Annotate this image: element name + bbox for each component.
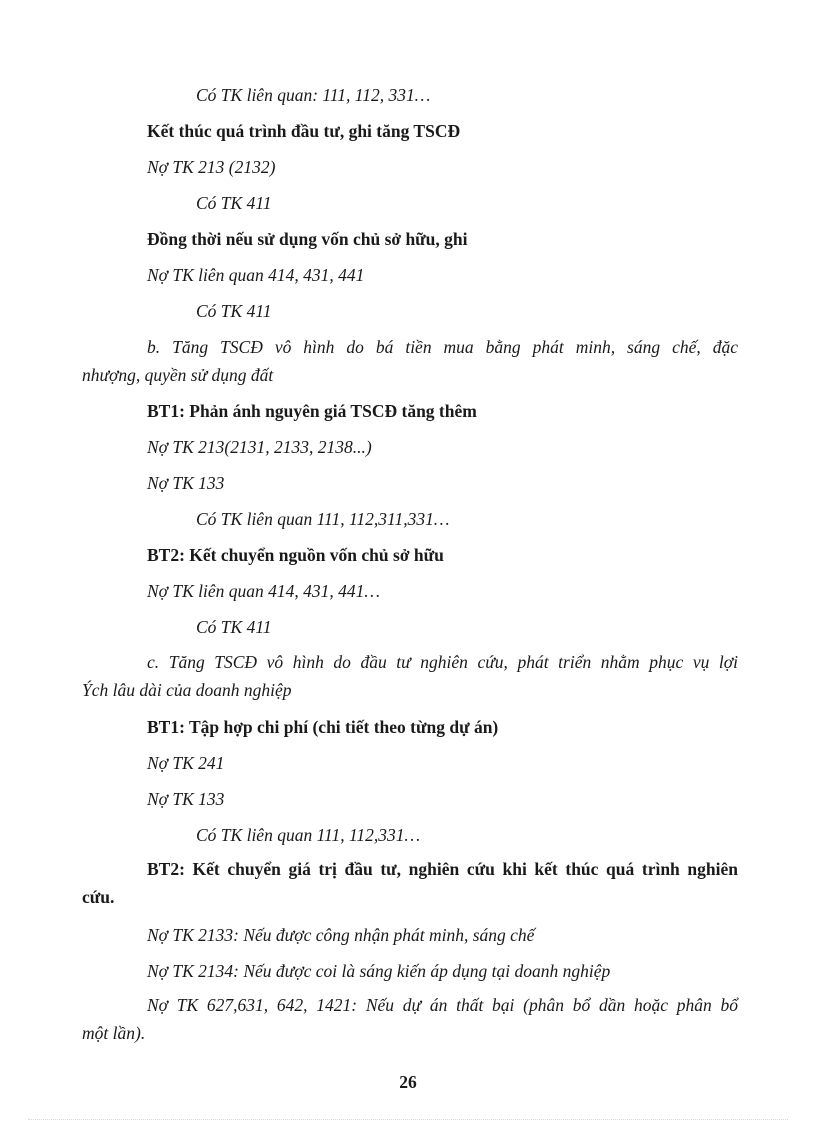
text-line: Kết thúc quá trình đầu tư, ghi tăng TSCĐ [147,121,461,141]
text-line: BT2: Kết chuyển nguồn vốn chủ sở hữu [147,545,444,565]
text-line: Có TK liên quan 111, 112,331… [196,825,421,845]
text-line: Có TK 411 [196,193,272,213]
text-line: BT1: Phản ánh nguyên giá TSCĐ tăng thêm [147,401,477,421]
text-line: Ých lâu dài của doanh nghiệp [82,680,292,700]
paragraph-b [82,333,738,389]
footer-divider [28,1119,788,1120]
text-line: Nợ TK 2133: Nếu được công nhận phát minh, sáng chế [147,925,535,945]
text-line: Có TK 411 [196,617,272,637]
text-line: Nợ TK 241 [147,753,225,773]
text-line: c. Tăng TSCĐ vô hình do đầu tư nghiên cứu, phát triển nhằm phục vụ lợi [147,652,738,672]
text-line: Nợ TK 133 [147,473,225,493]
text-line: cứu. [82,887,115,907]
text-line: Nợ TK 627,631, 642, 1421: Nếu dự án thất bại (phân bổ dần hoặc phân bổ [147,995,738,1015]
text-line: BT2: Kết chuyển giá trị đầu tư, nghiên cứu khi kết thúc quá trình nghiên [147,859,738,879]
text-line: Có TK liên quan: 111, 112, 331… [196,85,431,105]
text-line: Nợ TK liên quan 414, 431, 441 [147,265,365,285]
paragraph-bt2 [82,855,738,911]
text-line: Nợ TK liên quan 414, 431, 441… [147,581,380,601]
text-line: b. Tăng TSCĐ vô hình do bá tiền mua bằng phát minh, sáng chế, đặc [147,337,738,357]
paragraph-c [82,648,738,704]
text-line: nhượng, quyền sử dụng đất [82,365,274,385]
text-line: Có TK 411 [196,301,272,321]
text-line: Đồng thời nếu sử dụng vốn chủ sở hữu, ghi [147,229,468,249]
text-line: Nợ TK 213(2131, 2133, 2138...) [147,437,372,457]
text-line: BT1: Tập hợp chi phí (chi tiết theo từng dự án) [147,717,499,737]
text-line: Nợ TK 213 (2132) [147,157,276,177]
text-line: một lần). [82,1023,146,1043]
text-line: Nợ TK 133 [147,789,225,809]
text-line: Nợ TK 2134: Nếu được coi là sáng kiến áp dụng tại doanh nghiệp [147,961,611,981]
text-line: Có TK liên quan 111, 112,311,331… [196,509,450,529]
paragraph-fail [82,991,738,1047]
page-number: 26 [399,1072,417,1092]
